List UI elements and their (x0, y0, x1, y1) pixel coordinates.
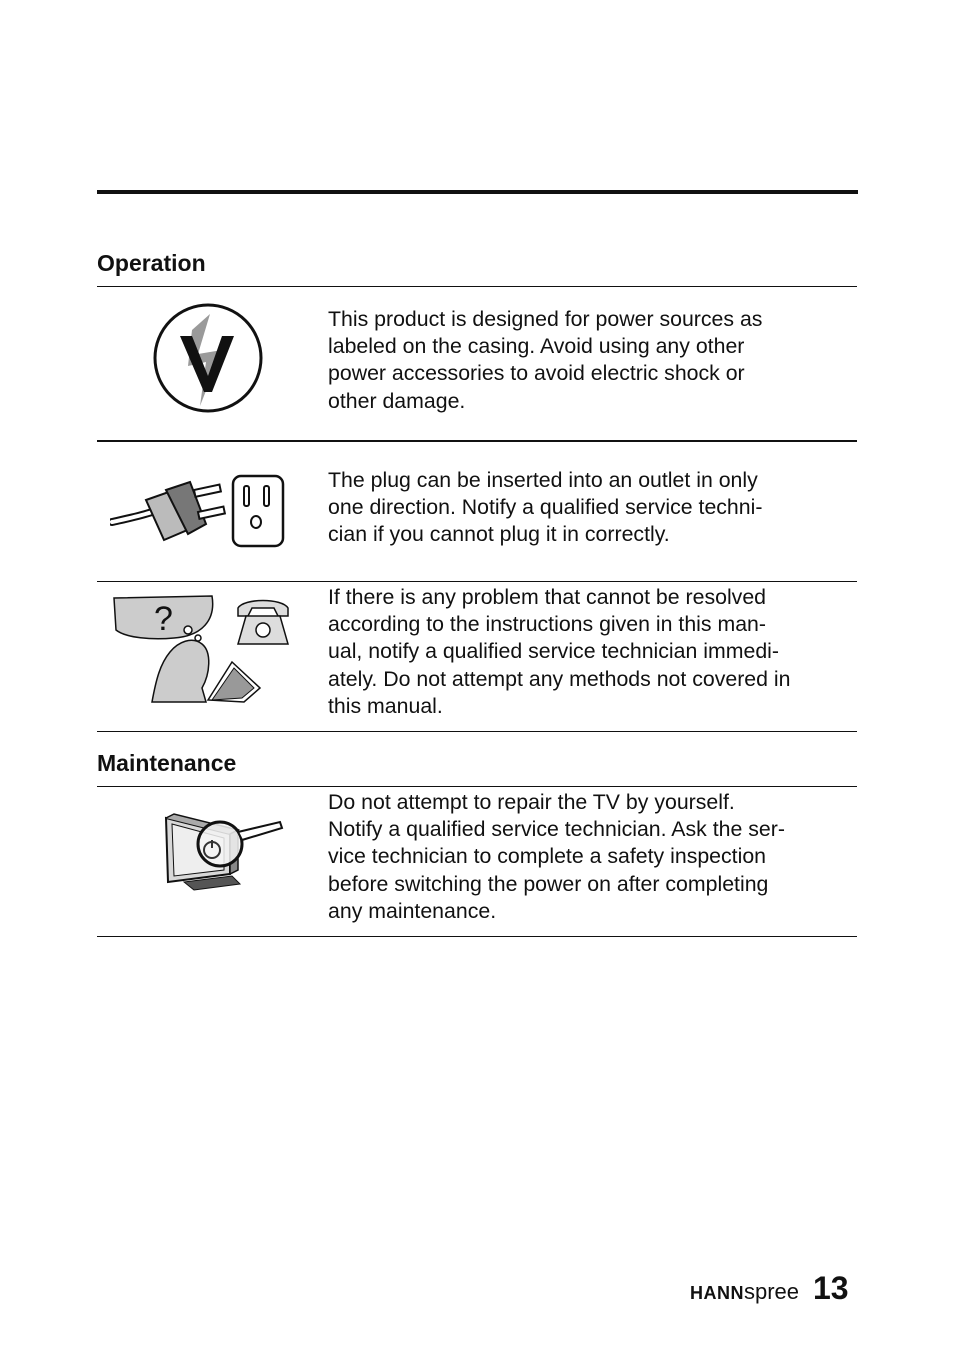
item-rule (97, 581, 857, 582)
brand-logo (690, 1276, 799, 1308)
operation-paragraph-3: If there is any problem that cannot be resolved according to the instructions given in this man- ual, notify a qualified service technician immedi- ately. Do not attempt any methods not covered in this manual. (328, 585, 791, 718)
section-title-operation: Operation (97, 250, 206, 276)
operation-paragraph-1: This product is designed for power sources as labeled on the casing. Avoid using any other power accessories to avoid electric shock or other damage. (328, 307, 763, 413)
section-end-rule (97, 936, 857, 937)
top-rule (97, 190, 858, 194)
page-number: 13 (813, 1270, 849, 1306)
brand-light: spree (744, 1279, 800, 1304)
brand-bold: HANN (690, 1283, 744, 1303)
svg-text:?: ? (154, 600, 173, 638)
maintenance-paragraph-1: Do not attempt to repair the TV by yourself. Notify a qualified service technician. Ask the ser- vice technician to complete a safety inspection before switching the power on after completing any maintenance. (328, 790, 785, 923)
item-rule (97, 440, 857, 442)
section-rule (97, 286, 857, 287)
section-rule (97, 786, 857, 787)
plug-outlet-icon (110, 470, 288, 550)
section-end-rule (97, 731, 857, 732)
operation-paragraph-2: The plug can be inserted into an outlet in only one direction. Notify a qualified service techni- cian if you cannot plug it in correctly. (328, 468, 763, 547)
voltage-warning-icon (150, 300, 266, 416)
call-technician-icon (112, 590, 294, 706)
section-title-maintenance: Maintenance (97, 750, 237, 776)
tv-inspection-icon (160, 812, 286, 892)
